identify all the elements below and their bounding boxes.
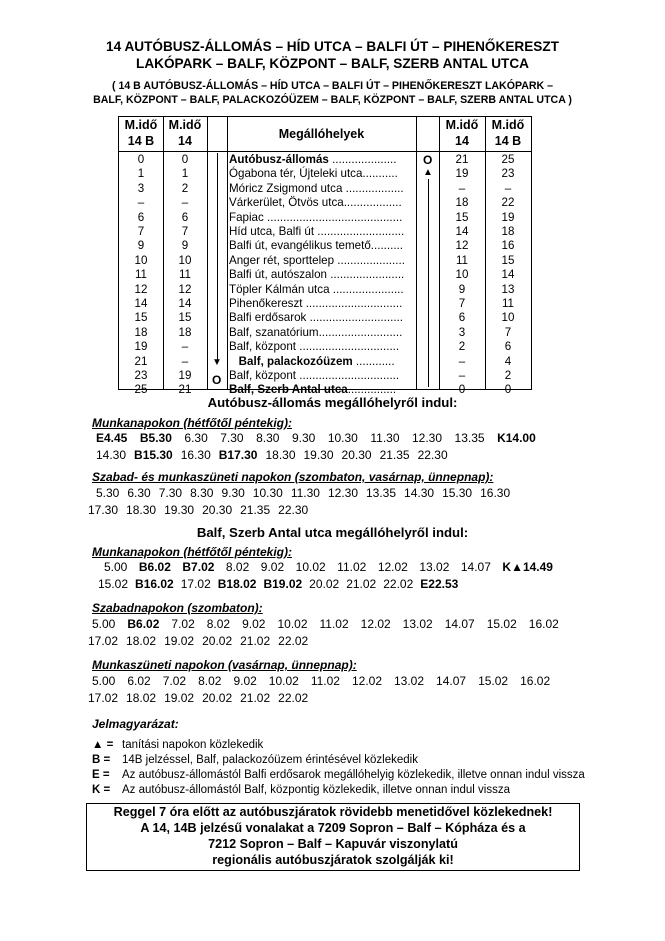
legend-item (92, 784, 510, 796)
departure-time: 9.02 (233, 674, 257, 688)
time-14b-return: 15 (501, 253, 515, 267)
stop-name-text: Töpler Kálmán utca (229, 282, 330, 296)
sunday-times-line1 (92, 674, 562, 688)
table-row (119, 310, 531, 325)
leader-dots: .................. (343, 196, 402, 210)
header-text: M.idő (445, 118, 479, 132)
departure-time: 17.02 (180, 577, 211, 591)
notice-line: 7212 Sopron – Balf – Kapuvár viszonylatú (208, 837, 458, 851)
departure-time: 19.30 (164, 503, 195, 517)
legend-text: Az autóbusz-állomástól Balfi erdősarok megállóhelyig közlekedik, illetve onnan indul vissza (122, 769, 585, 781)
time-14-return: – (458, 354, 466, 368)
time-14b-return: 13 (501, 282, 515, 296)
leader-dots: .................. (342, 181, 404, 195)
time-14-outbound: 21 (178, 383, 192, 397)
time-14-outbound: 14 (178, 297, 192, 310)
time-14-return: 2 (458, 340, 466, 354)
leader-dots: .............................. (302, 297, 403, 310)
legend-key: B = (92, 754, 111, 766)
departure-time: 22.02 (278, 691, 309, 705)
table-row (119, 253, 531, 268)
time-14b-outbound: 19 (134, 340, 148, 354)
table-row (119, 339, 531, 354)
time-14b-return: 19 (501, 210, 515, 224)
route-title (30, 38, 635, 72)
time-14-return: 21 (455, 153, 469, 166)
table-row (119, 195, 531, 210)
time-14-outbound: – (181, 196, 189, 210)
departure-time: 21.35 (379, 448, 410, 462)
departure-time: 22.30 (278, 503, 309, 517)
saturday-times-line1 (92, 617, 571, 631)
departure-time: 11.02 (310, 674, 340, 688)
stop-name-text: Balf, palackozóüzem (229, 354, 353, 368)
time-14-return: – (458, 181, 466, 195)
stop-name-text: Fapiac (229, 210, 264, 224)
departure-time: 6.02 (127, 674, 151, 688)
departure-time: B19.02 (263, 577, 303, 591)
departure-time: 14.30 (404, 486, 435, 500)
header-text: 14 B (494, 134, 522, 148)
legend-item (92, 769, 585, 781)
departure-time: 21.35 (240, 503, 271, 517)
time-14b-return: 0 (504, 383, 512, 397)
table-row (119, 282, 531, 297)
departure-time: 7.30 (158, 486, 183, 500)
down-direction-line (217, 153, 218, 361)
leader-dots: .......................................... (263, 210, 403, 224)
leader-dots: ............................. (306, 311, 403, 325)
departure-time: 20.30 (202, 503, 233, 517)
time-14b-outbound: 21 (134, 354, 148, 368)
time-14-outbound: 2 (181, 181, 189, 195)
time-14b-outbound: – (137, 196, 145, 210)
stop-name-text: Autóbusz-állomás (229, 153, 329, 166)
departure-time: 14.07 (436, 674, 467, 688)
departure-time: 22.02 (278, 634, 309, 648)
stop-name (229, 152, 414, 167)
time-14b-return: 4 (504, 354, 512, 368)
table-row (119, 210, 531, 225)
stop-name (229, 224, 414, 239)
time-14b-outbound: 11 (134, 268, 148, 282)
header-text: 14 (455, 134, 469, 148)
time-14-return: 6 (458, 311, 466, 325)
route-subtitle-line2: BALF, KÖZPONT – BALF, PALACKOZÓÜZEM – BALF, KÖZPONT – BALF, SZERB ANTAL UTCA ) (93, 94, 572, 106)
time-14-outbound: – (181, 354, 189, 368)
time-14b-outbound: 6 (137, 210, 145, 224)
time-14b-outbound: 10 (134, 253, 148, 267)
departure-time: 5.30 (96, 486, 120, 500)
departure-time: 16.02 (528, 617, 559, 631)
stop-name (229, 310, 414, 325)
origin-marker-top: O (423, 153, 433, 167)
time-14-outbound: 7 (181, 225, 189, 238)
table-row (119, 152, 531, 167)
departure-time: K14.00 (497, 431, 536, 445)
holiday-label: Szabad- és munkaszüneti napokon (szombaton, vasárnap, ünnepnap): (92, 470, 494, 484)
departure-time: 8.30 (190, 486, 214, 500)
table-row (119, 354, 531, 369)
time-14b-return: 22 (501, 196, 515, 210)
route-subtitle-line1: ( 14 B AUTÓBUSZ-ÁLLOMÁS – HÍD UTCA – BALFI ÚT – PIHENŐKERESZT LAKÓPARK – (111, 80, 554, 92)
departure-time: 5.00 (104, 560, 128, 574)
departure-time: E4.45 (96, 431, 128, 445)
departure-time: 10.02 (295, 560, 326, 574)
table-row (119, 238, 531, 253)
down-arrow-icon: ▼ (212, 357, 222, 368)
time-14-outbound: 19 (178, 369, 192, 382)
departure-time: 9.02 (260, 560, 285, 574)
stop-name-text: Várkerület, Ötvös utca (229, 196, 344, 210)
route-title-line2: LAKÓPARK – BALF, KÖZPONT – BALF, SZERB ANTAL UTCA (136, 56, 529, 71)
departure-time: 20.30 (341, 448, 372, 462)
time-14-return: 3 (458, 325, 466, 339)
time-14-outbound: 9 (181, 239, 189, 253)
stop-name (229, 181, 414, 196)
stop-name (229, 267, 414, 282)
stop-name-text: Anger rét, sporttelep (229, 253, 335, 267)
table-row (119, 368, 531, 383)
table-row (119, 181, 531, 196)
stop-name (229, 296, 414, 311)
leader-dots: ............................... (296, 369, 400, 382)
leader-dots: ............... (347, 383, 397, 397)
departure-time: K▲14.49 (502, 560, 553, 574)
departure-time: 7.30 (220, 431, 244, 445)
departure-time: 9.30 (291, 431, 316, 445)
holiday-times-line1 (96, 486, 518, 500)
leader-dots: ........... (362, 167, 398, 181)
header-text: 14 B (127, 134, 155, 148)
stop-name (229, 166, 414, 181)
time-14b-return: 14 (501, 268, 515, 282)
route-title-line1: 14 AUTÓBUSZ-ÁLLOMÁS – HÍD UTCA – BALFI ÚT – PIHENŐKERESZT (106, 39, 559, 54)
departure-time: 8.02 (206, 617, 231, 631)
stop-name (229, 253, 414, 268)
time-14-outbound: 6 (181, 210, 189, 224)
stop-name-text: Balf, szanatórium (229, 325, 319, 339)
time-14b-return: – (504, 181, 512, 195)
departure-time: 20.02 (202, 634, 233, 648)
time-14b-outbound: 15 (134, 311, 148, 325)
time-14b-outbound: 18 (134, 325, 148, 339)
time-14-outbound: 11 (178, 268, 192, 282)
table-row (119, 325, 531, 340)
departure-time: 17.02 (88, 691, 119, 705)
stop-name (229, 354, 414, 369)
departure-time: 9.02 (242, 617, 266, 631)
stops-table (118, 116, 532, 397)
departure-time: B7.02 (182, 560, 215, 574)
departure-time: 12.02 (351, 674, 382, 688)
departure-time: 13.02 (394, 674, 425, 688)
departure-time: 13.35 (454, 431, 485, 445)
time-14b-return: 16 (501, 239, 515, 253)
time-14b-return: 10 (501, 311, 515, 325)
departure-time: 22.02 (383, 577, 414, 591)
departure-time: 11.02 (337, 560, 367, 574)
time-14-outbound: 18 (178, 325, 192, 339)
departure-time: 15.02 (478, 674, 509, 688)
stop-name-text: Balfi út, evangélikus temető (229, 239, 371, 253)
time-14-return: 12 (455, 239, 469, 253)
departure-time: 12.02 (377, 560, 408, 574)
legend-key: ▲ = (92, 739, 114, 751)
departure-time: 19.30 (303, 448, 334, 462)
header-stops: Megállóhelyek (278, 127, 365, 141)
stop-name (229, 195, 414, 210)
departure-time: 21.02 (346, 577, 377, 591)
departure-time: 13.02 (402, 617, 433, 631)
departure-time: B18.02 (217, 577, 257, 591)
stop-name-text: Móricz Zsigmond utca (229, 181, 343, 195)
stop-name-text: Balf, központ (229, 340, 297, 354)
notice-line: A 14, 14B jelzésű vonalakat a 7209 Sopron – Balf – Kópháza és a (140, 821, 526, 835)
departure-time: B16.02 (135, 577, 174, 591)
sunday-label: Munkaszüneti napokon (vasárnap, ünnepnap): (92, 658, 357, 672)
departure-time: 10.30 (327, 431, 358, 445)
legend-title: Jelmagyarázat: (92, 717, 179, 731)
time-14b-outbound: 0 (137, 153, 145, 166)
departure-time: 8.30 (256, 431, 280, 445)
time-14b-outbound: 7 (137, 225, 145, 238)
departure-time: 5.00 (92, 674, 116, 688)
time-14-return: 7 (458, 297, 466, 310)
up-arrow-icon: ▲ (423, 167, 433, 178)
departure-time: 12.30 (412, 431, 443, 445)
notice-box (86, 803, 580, 871)
legend-text: tanítási napokon közlekedik (122, 739, 264, 751)
time-14b-outbound: 25 (134, 383, 148, 397)
departure-time: 9.30 (221, 486, 245, 500)
leader-dots: ....................... (326, 268, 405, 282)
header-text: M.idő (168, 118, 202, 132)
departure-time: 21.02 (240, 634, 271, 648)
origin-marker-bottom: O (212, 373, 222, 387)
header-text: 14 (178, 134, 192, 148)
time-14-outbound: 12 (178, 282, 192, 296)
stop-name-text: Pihenőkereszt (229, 297, 303, 310)
stop-name (229, 238, 414, 253)
departure-time: 14.30 (96, 448, 127, 462)
leader-dots: ..................... (334, 253, 405, 267)
stop-name-text: Híd utca, Balfi út (229, 225, 315, 238)
legend-item (92, 739, 263, 751)
sunday-times-line2 (88, 691, 316, 705)
table-row (119, 166, 531, 181)
departure-time: 6.30 (127, 486, 151, 500)
saturday-times-line2 (88, 634, 316, 648)
weekday-label: Munkanapokon (hétfőtől péntekig): (92, 545, 292, 559)
time-14-outbound: – (181, 340, 189, 354)
weekday-times-line2 (98, 577, 465, 591)
departure-time: 12.30 (327, 486, 358, 500)
time-14b-return: 7 (504, 325, 512, 339)
departure-time: B6.02 (127, 617, 160, 631)
departure-time: 5.00 (92, 617, 116, 631)
time-14b-outbound: 9 (137, 239, 145, 253)
header-mido-14-right (439, 117, 485, 151)
time-14b-outbound: 12 (134, 282, 148, 296)
time-14-outbound: 0 (181, 153, 189, 166)
departure-time: 20.02 (309, 577, 340, 591)
departure-time: 15.02 (486, 617, 517, 631)
header-mido-14-left (163, 117, 207, 151)
departure-time: 10.02 (268, 674, 299, 688)
departure-time: B17.30 (218, 448, 258, 462)
header-text: M.idő (124, 118, 158, 132)
weekday-times-line1 (104, 560, 564, 574)
departure-time: 18.02 (126, 691, 157, 705)
departure-time: 7.02 (162, 674, 187, 688)
weekday-times-line1 (96, 431, 548, 445)
departure-time: 16.02 (520, 674, 551, 688)
leader-dots: .......... (370, 239, 403, 253)
stop-name-text: Balfi út, autószalon (229, 268, 327, 282)
departure-time: 18.30 (126, 503, 157, 517)
time-14-return: 19 (455, 167, 469, 181)
table-row (119, 224, 531, 239)
stop-name (229, 282, 414, 297)
table-row (119, 267, 531, 282)
time-14-return: 9 (458, 282, 466, 296)
departure-time: 21.02 (240, 691, 271, 705)
departure-time: 13.35 (366, 486, 397, 500)
time-14b-return: 23 (501, 167, 515, 181)
time-14b-return: 11 (501, 297, 515, 310)
table-row (119, 296, 531, 311)
legend-key: E = (92, 769, 110, 781)
departure-time: B6.02 (138, 560, 171, 574)
stop-name (229, 339, 414, 354)
time-14-return: 15 (455, 210, 469, 224)
legend-text: 14B jelzéssel, Balf, palackozóüzem érintésével közlekedik (122, 754, 418, 766)
time-14b-outbound: 23 (134, 369, 148, 382)
up-direction-line (428, 179, 429, 387)
departure-time: 18.30 (265, 448, 296, 462)
departure-time: 19.02 (164, 691, 195, 705)
leader-dots: .......................... (318, 325, 403, 339)
legend-text: Az autóbusz-állomástól Balf, központig közlekedik, illetve onnan indul vissza (122, 784, 511, 796)
departure-time: E22.53 (420, 577, 459, 591)
route-subtitle (20, 79, 645, 107)
time-14b-return: 6 (504, 340, 512, 354)
leader-dots: ...................... (329, 282, 404, 296)
notice-line: Reggel 7 óra előtt az autóbuszjáratok rövidebb menetidővel közlekednek! (113, 805, 553, 819)
time-14b-outbound: 14 (134, 297, 148, 310)
stop-name-text: Balfi erdősarok (229, 311, 307, 325)
stop-name-text: Ógabona tér, Újteleki utca (229, 167, 363, 181)
time-14-return: 11 (455, 253, 469, 267)
departure-time: 22.30 (417, 448, 448, 462)
departure-time: 20.02 (202, 691, 233, 705)
departure-time: 7.02 (171, 617, 195, 631)
section-title-departures-station: Autóbusz-állomás megállóhelyről indul: (207, 395, 458, 410)
time-14-return: 0 (458, 383, 466, 397)
time-14-return: 14 (455, 225, 469, 238)
departure-time: B15.30 (134, 448, 173, 462)
weekday-times-line2 (96, 448, 456, 462)
stop-name-text: Balf, Szerb Antal utca (229, 383, 348, 397)
departure-time: 11.30 (370, 431, 400, 445)
legend-key: K = (92, 784, 111, 796)
time-14-outbound: 10 (178, 253, 192, 267)
time-14-outbound: 15 (178, 311, 192, 325)
departure-time: 18.02 (126, 634, 157, 648)
legend-item (92, 754, 418, 766)
departure-time: 16.30 (180, 448, 211, 462)
time-14b-return: 25 (501, 153, 515, 166)
saturday-label: Szabadnapokon (szombaton): (92, 601, 263, 615)
departure-time: 17.02 (88, 634, 119, 648)
stop-name-text: Balf, központ (229, 369, 297, 382)
departure-time: 15.02 (98, 577, 129, 591)
time-14b-return: 18 (501, 225, 515, 238)
leader-dots: ........................... (314, 225, 405, 238)
leader-dots: .................... (328, 153, 397, 166)
departure-time: 17.30 (88, 503, 119, 517)
time-14b-outbound: 3 (137, 181, 145, 195)
time-14b-outbound: 1 (137, 167, 145, 181)
departure-time: 11.02 (319, 617, 349, 631)
time-14-outbound: 1 (181, 167, 189, 181)
time-14b-return: 2 (504, 369, 512, 382)
departure-time: 11.30 (290, 486, 320, 500)
departure-time: 19.02 (164, 634, 195, 648)
departure-time: 8.02 (198, 674, 222, 688)
departure-time: 13.02 (419, 560, 450, 574)
departure-time: 14.07 (444, 617, 475, 631)
header-text: M.idő (491, 118, 525, 132)
departure-time: 12.02 (360, 617, 391, 631)
weekday-label: Munkanapokon (hétfőtől péntekig): (92, 416, 292, 430)
departure-time: 16.30 (480, 486, 511, 500)
departure-time: B5.30 (139, 431, 172, 445)
leader-dots: ............................... (296, 340, 400, 354)
stop-name (229, 210, 414, 225)
stop-name (229, 325, 414, 340)
section-title-departures-balf: Balf, Szerb Antal utca megállóhelyről indul: (196, 525, 469, 540)
leader-dots: ............ (352, 354, 395, 368)
departure-time: 15.30 (442, 486, 473, 500)
departure-time: 10.30 (252, 486, 283, 500)
time-14-return: – (458, 369, 466, 382)
departure-time: 10.02 (277, 617, 308, 631)
stop-name (229, 368, 414, 383)
holiday-times-line2 (88, 503, 316, 517)
time-14-return: 10 (455, 268, 469, 282)
time-14-return: 18 (455, 196, 469, 210)
header-mido-14b-right (485, 117, 531, 151)
departure-time: 14.07 (460, 560, 491, 574)
header-mido-14b-left (119, 117, 163, 151)
departure-time: 6.30 (184, 431, 208, 445)
departure-time: 8.02 (225, 560, 250, 574)
notice-line: regionális autóbuszjáratok szolgálják ki! (212, 853, 454, 867)
